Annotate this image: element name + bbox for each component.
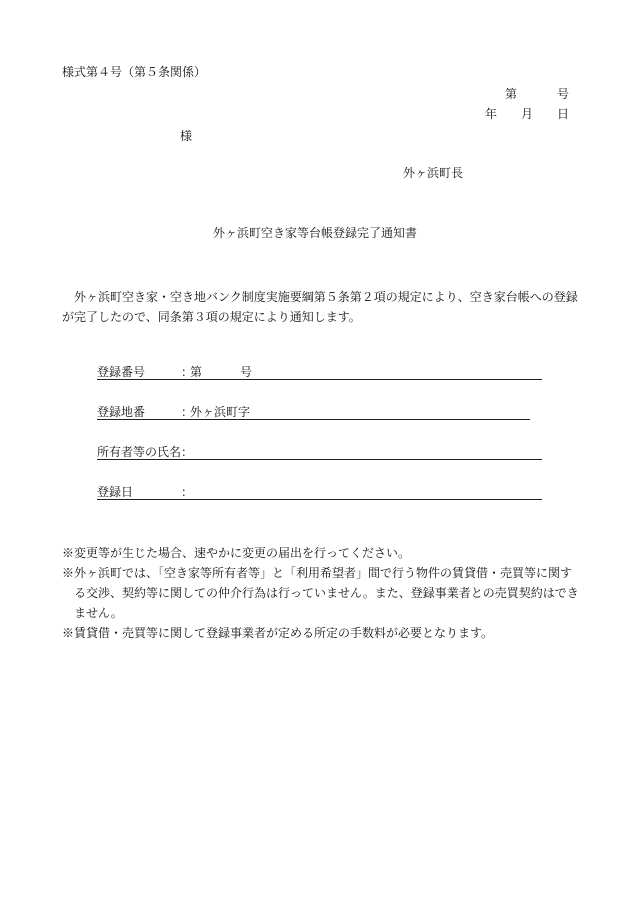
field-value-suffix: 号 bbox=[240, 365, 253, 379]
underline bbox=[97, 379, 542, 380]
field-label: 登録地番 bbox=[97, 405, 146, 419]
underline bbox=[97, 419, 530, 420]
form-number-label: 様式第４号（第５条関係） bbox=[62, 65, 207, 79]
field-colon: ： bbox=[181, 485, 194, 499]
issuer-name: 外ヶ浜町長 bbox=[403, 166, 464, 180]
field-value: 第 bbox=[190, 365, 203, 379]
document-title: 外ヶ浜町空き家等台帳登録完了通知書 bbox=[212, 226, 417, 240]
underline bbox=[97, 459, 542, 460]
body-paragraph: 外ヶ浜町空き家・空き地バンク制度実施要綱第５条第２項の規定により、空き家台帳への登録が完了したので、同条第３項の規定により通知します。 bbox=[62, 290, 578, 324]
note-item: ※外ヶ浜町では、「空き家等所有者等」と「利用希望者」間で行う物件の賃貸借・売買等に関する交渉、契約等に関しての仲介行為は行っていません。また、登録事業者との売買契約はできません。 bbox=[62, 566, 579, 620]
field-label: 所有者等の氏名 bbox=[97, 445, 182, 459]
field-colon: ： bbox=[181, 365, 194, 379]
date-year: 年 bbox=[485, 107, 498, 121]
note-item: ※変更等が生じた場合、速やかに変更の届出を行ってください。 bbox=[62, 546, 411, 560]
note-item: ※賃貸借・売買等に関して登録事業者が定める所定の手数料が必要となります。 bbox=[62, 626, 494, 640]
field-colon: ： bbox=[181, 445, 194, 459]
document-number-prefix: 第 bbox=[505, 87, 518, 101]
field-colon: ： bbox=[181, 405, 194, 419]
date-month: 月 bbox=[521, 107, 534, 121]
document-number-suffix: 号 bbox=[557, 87, 570, 101]
field-label: 登録番号 bbox=[97, 365, 146, 379]
addressee-suffix: 様 bbox=[180, 129, 193, 143]
underline bbox=[97, 499, 542, 500]
notes-section bbox=[62, 543, 582, 643]
field-label: 登録日 bbox=[97, 485, 134, 499]
field-value: 外ヶ浜町字 bbox=[190, 405, 251, 419]
date-day: 日 bbox=[557, 107, 570, 121]
